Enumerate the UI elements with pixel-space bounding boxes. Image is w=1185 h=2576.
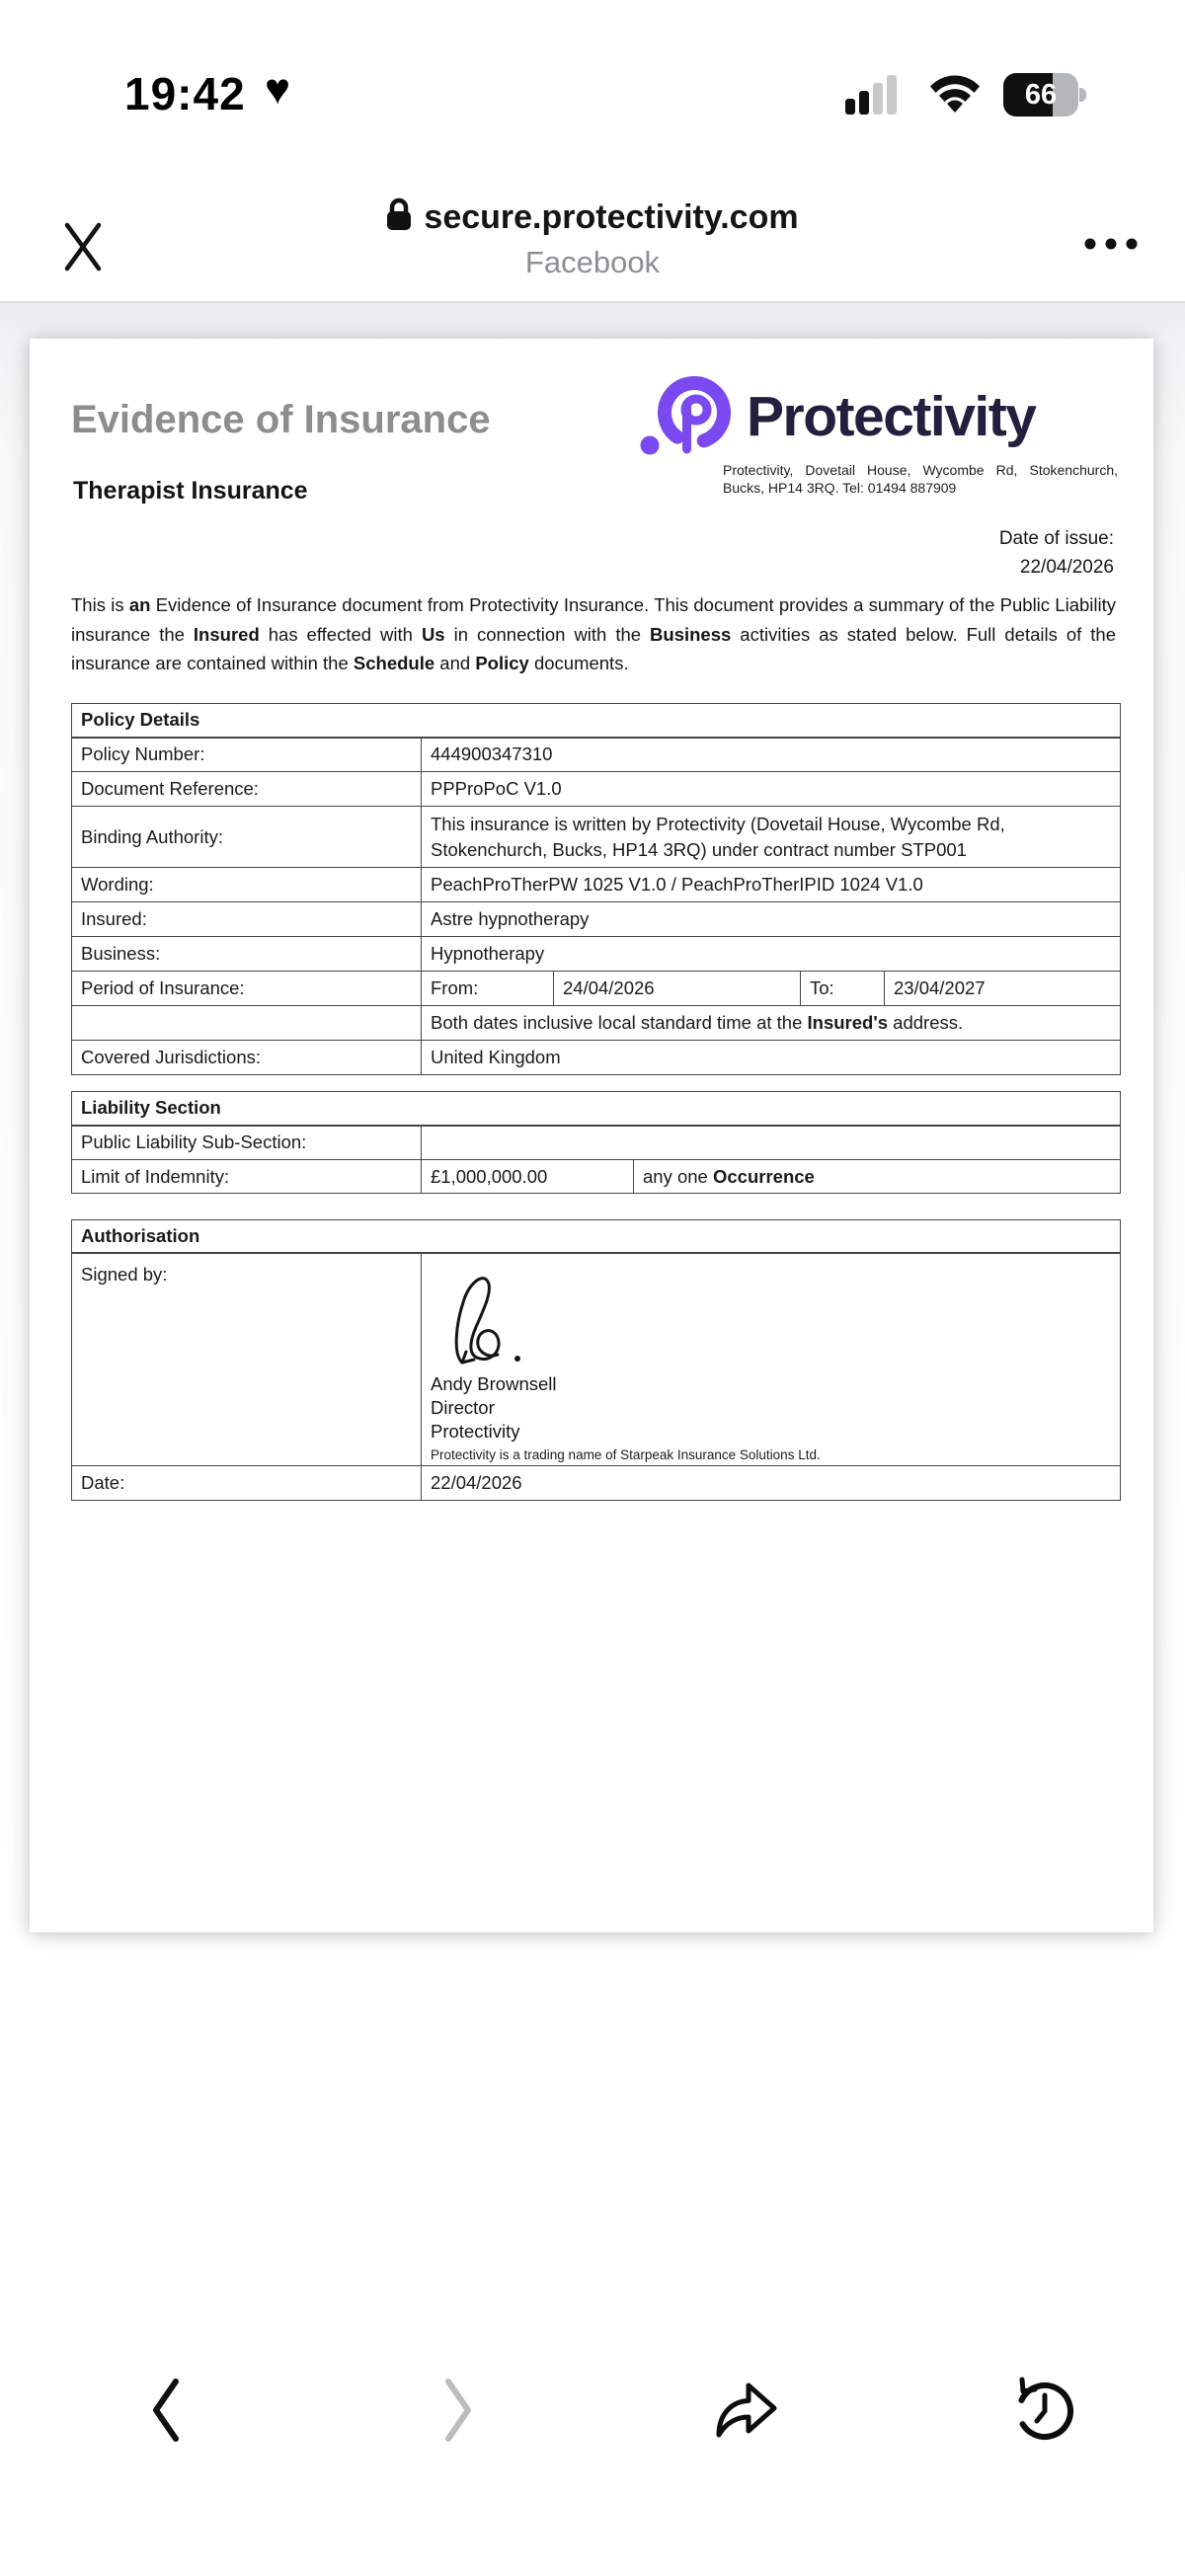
row-label: Binding Authority: xyxy=(72,807,422,868)
policy-table-header: Policy Details xyxy=(72,704,1121,738)
row-value: This insurance is written by Protectivity (Dovetail House, Wycombe Rd, Stokenchurch, Bucks, HP14 3RQ) under contract number STP001 xyxy=(422,807,1121,868)
browser-toolbar xyxy=(0,2348,1185,2576)
address-bar xyxy=(0,197,1185,237)
battery-cap xyxy=(1079,88,1086,102)
share-forward-icon[interactable] xyxy=(709,2374,786,2447)
signatory-name: Andy Brownsell xyxy=(431,1372,557,1394)
row-label: Period of Insurance: xyxy=(72,972,422,1006)
empty-value-cell xyxy=(422,1126,1121,1160)
brand-address: Protectivity, Dovetail House, Wycombe Rd, Stokenchurch, Bucks, HP14 3RQ. Tel: 01494 887909 xyxy=(723,462,1118,496)
liability-table-header: Liability Section xyxy=(72,1092,1121,1126)
site-name: Facebook xyxy=(524,245,661,279)
battery-body xyxy=(1003,73,1078,117)
row-label: Policy Number: xyxy=(72,738,422,772)
authorisation-table xyxy=(71,1219,1121,1501)
row-label: Insured: xyxy=(72,902,422,937)
date-value: 22/04/2026 xyxy=(422,1465,1121,1500)
document-subtitle: Therapist Insurance xyxy=(73,477,308,505)
document-title: Evidence of Insurance xyxy=(71,398,491,441)
empty-label-cell xyxy=(72,1006,422,1041)
row-label: Wording: xyxy=(72,868,422,902)
row-label: Document Reference: xyxy=(72,772,422,807)
trading-name-note: Protectivity is a trading name of Starpeak Insurance Solutions Ltd. xyxy=(431,1446,821,1462)
battery-percent: 66 xyxy=(1024,79,1058,111)
row-label: Covered Jurisdictions: xyxy=(72,1041,422,1075)
intro-paragraph: This is an Evidence of Insurance document from Protectivity Insurance. This document provides a summary of the Public Liability insurance the Insured has effected with Us in connection with the Business activities as stated below. Full details of the insurance are contained within the Schedule and Policy documents. xyxy=(71,594,1117,673)
webpage-background xyxy=(0,303,1185,2576)
url-text: secure.protectivity.com xyxy=(424,198,799,236)
row-value: Astre hypnotherapy xyxy=(422,902,1121,937)
date-of-issue-value: 22/04/2026 xyxy=(1019,557,1114,578)
limit-basis: any one Occurrence xyxy=(634,1160,1121,1194)
insurance-document xyxy=(30,339,1153,1932)
status-bar xyxy=(0,0,1185,168)
period-from-label: From: xyxy=(422,972,554,1006)
browser-header xyxy=(0,168,1185,303)
row-value: Hypnotherapy xyxy=(422,937,1121,972)
lock-icon xyxy=(386,197,412,231)
signatory-company: Protectivity xyxy=(431,1420,520,1442)
signed-by-label: Signed by: xyxy=(72,1253,422,1466)
row-label: Business: xyxy=(72,937,422,972)
wifi-icon xyxy=(926,73,984,117)
forward-chevron-icon[interactable] xyxy=(442,2376,478,2445)
date-label: Date: xyxy=(72,1465,422,1500)
ellipsis-menu-icon[interactable] xyxy=(1078,229,1149,259)
date-of-issue xyxy=(999,524,1114,582)
protectivity-logo-icon xyxy=(638,374,737,461)
heart-icon: ♥ xyxy=(265,65,291,114)
policy-details-table xyxy=(71,703,1121,1075)
row-value: PeachProTherPW 1025 V1.0 / PeachProTherIPID 1024 V1.0 xyxy=(422,868,1121,902)
liability-section-table xyxy=(71,1091,1121,1194)
brand-wordmark: Protectivity xyxy=(747,385,1036,448)
signature-image xyxy=(446,1268,545,1370)
signature-cell xyxy=(422,1253,1121,1466)
row-label: Public Liability Sub-Section: xyxy=(72,1126,422,1160)
row-label: Limit of Indemnity: xyxy=(72,1160,422,1194)
period-to-value: 23/04/2027 xyxy=(885,972,1121,1006)
row-value: United Kingdom xyxy=(422,1041,1121,1075)
row-value: 444900347310 xyxy=(422,738,1121,772)
back-chevron-icon[interactable] xyxy=(146,2376,182,2445)
period-to-label: To: xyxy=(801,972,885,1006)
limit-value: £1,000,000.00 xyxy=(422,1160,634,1194)
signatory-role: Director xyxy=(431,1396,495,1418)
row-value: PPProPoC V1.0 xyxy=(422,772,1121,807)
date-of-issue-label: Date of issue: xyxy=(998,528,1114,549)
cellular-signal-icon xyxy=(845,73,910,117)
clock-time: 19:42 xyxy=(124,68,246,119)
period-note: Both dates inclusive local standard time at the Insured's address. xyxy=(422,1006,1121,1041)
period-from-value: 24/04/2026 xyxy=(554,972,801,1006)
authorisation-table-header: Authorisation xyxy=(72,1220,1121,1253)
battery-icon xyxy=(1003,73,1086,117)
history-clock-icon[interactable] xyxy=(1009,2376,1078,2445)
